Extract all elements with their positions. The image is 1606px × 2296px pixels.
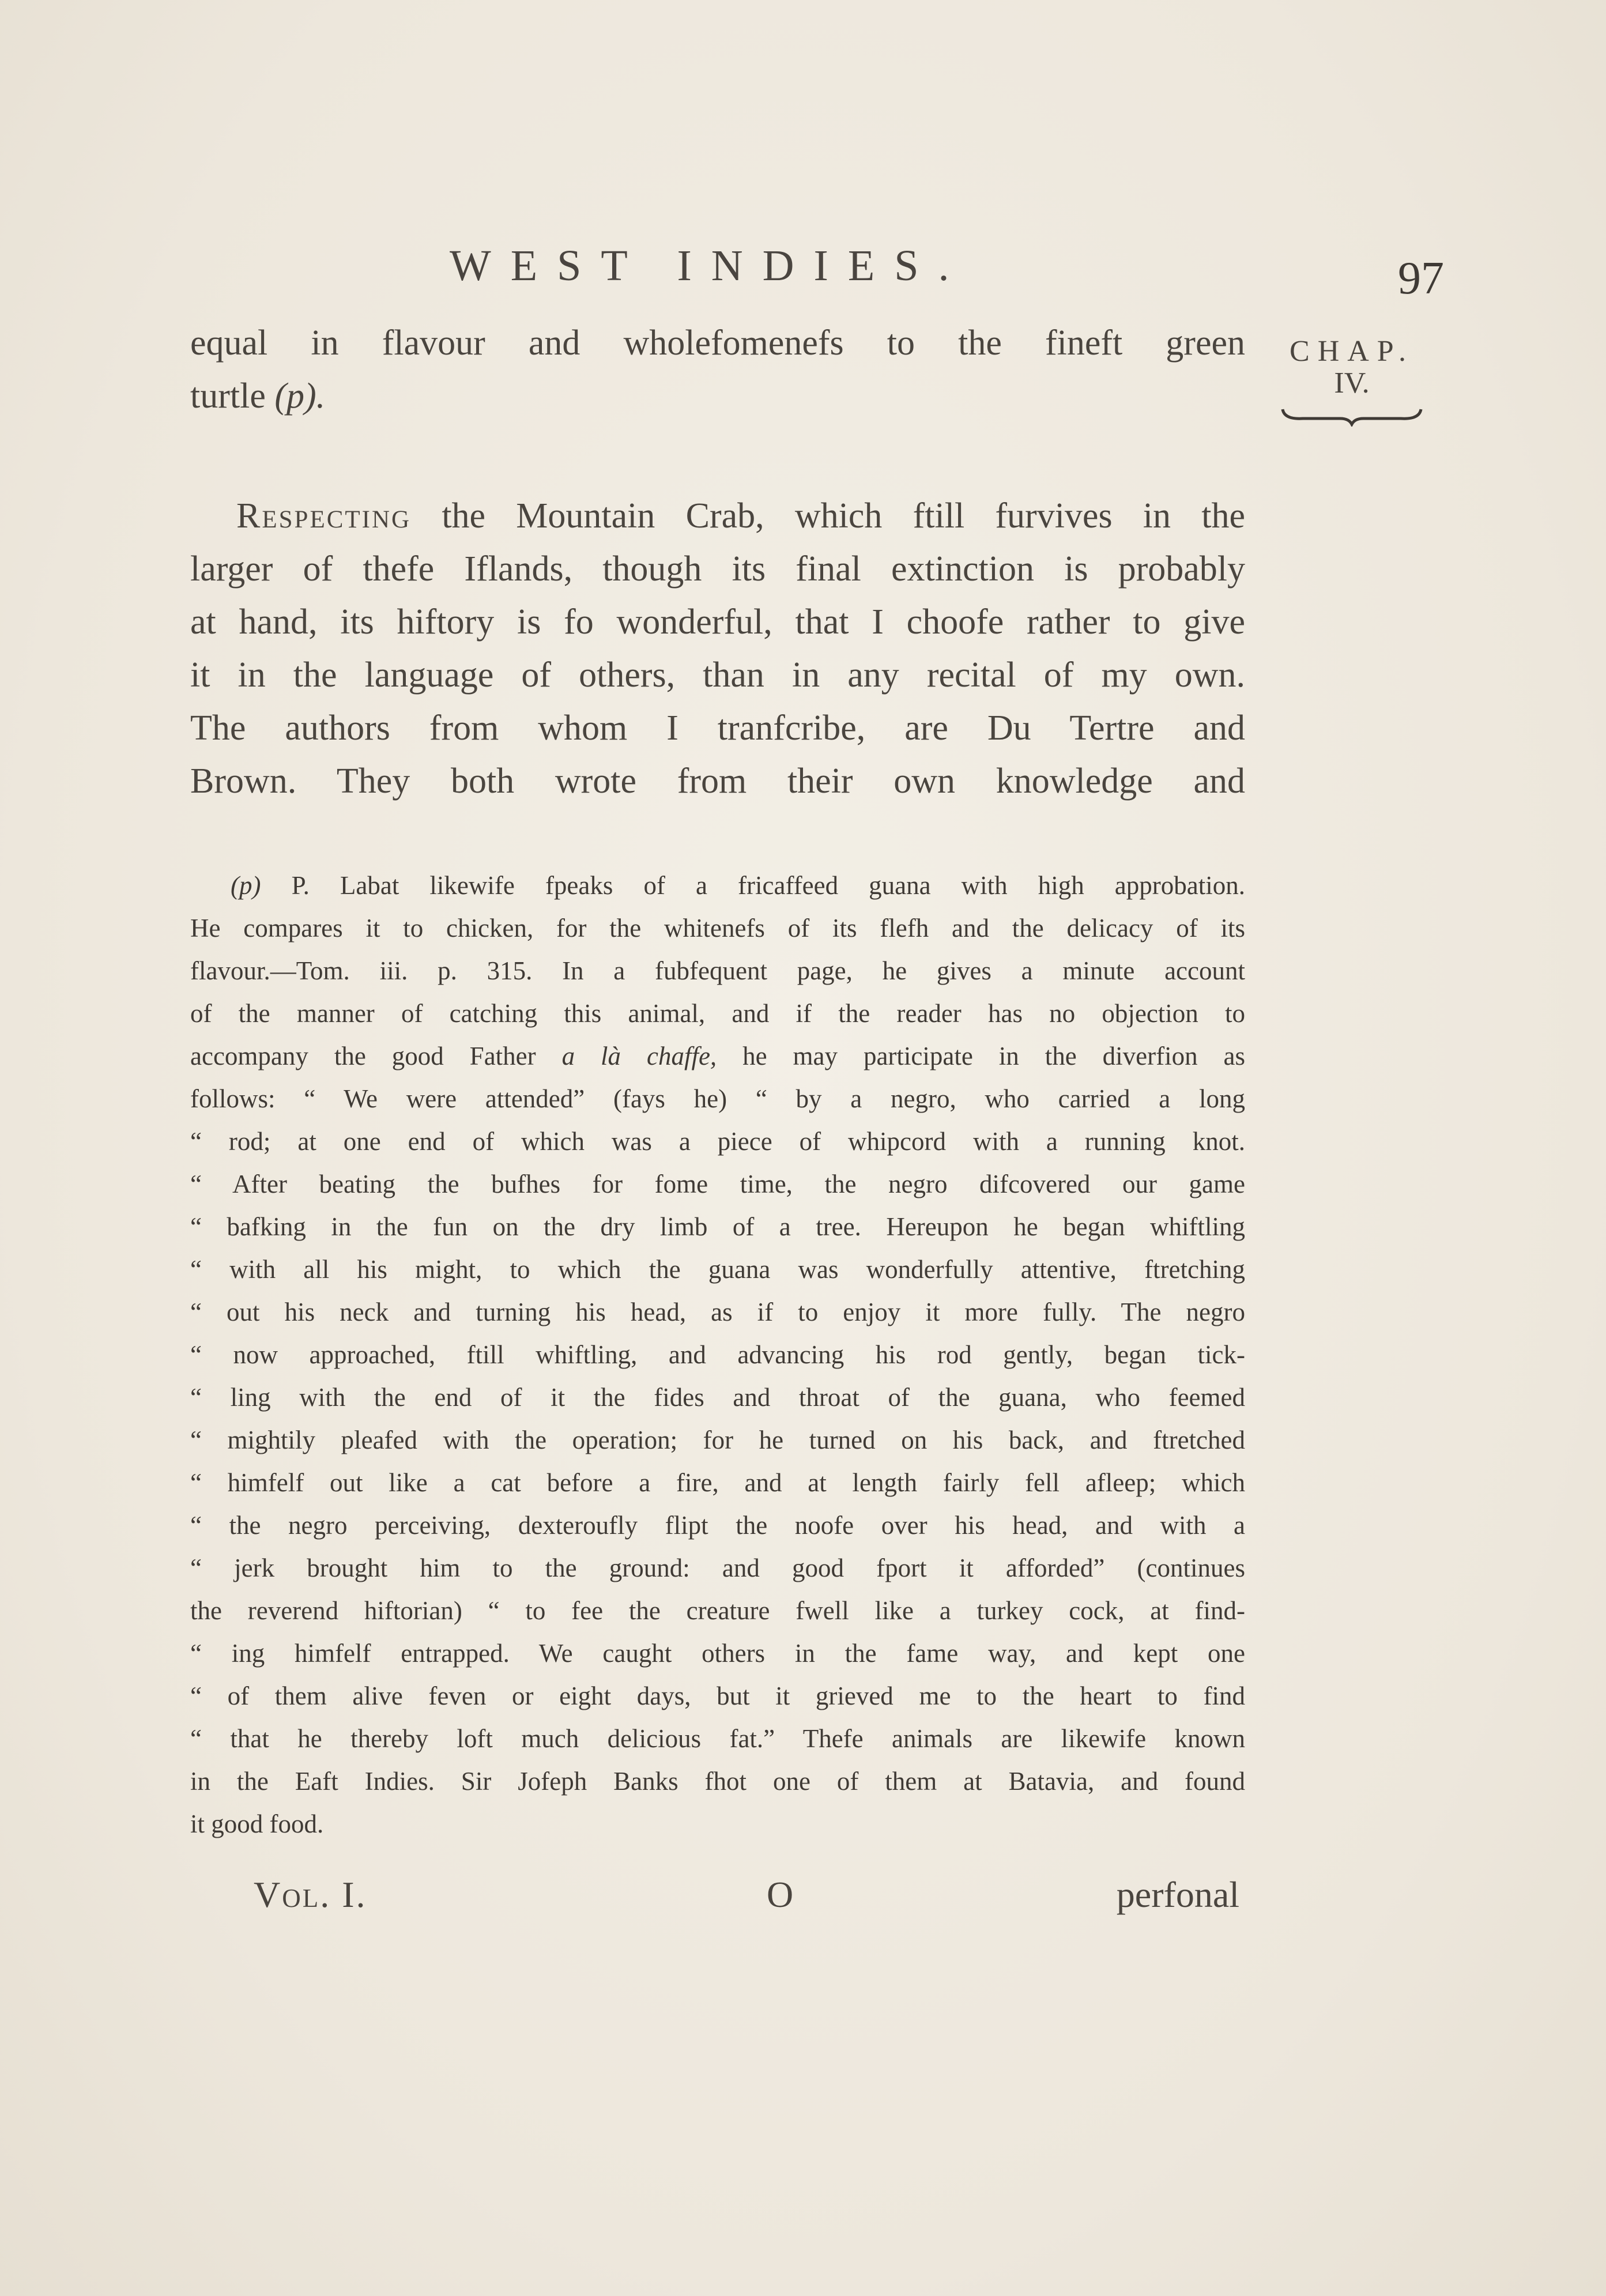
paragraph-1-line-1: equal in flavour and wholefomenefs to the fineft green — [190, 323, 1245, 363]
footnote-line-11: “ out his neck and turning his head, as if to enjoy it more fully. The negro — [190, 1298, 1245, 1326]
footnote-line-5-italic: a là chaffe, — [561, 1042, 717, 1070]
footnote-line-20: “ of them alive feven or eight days, but it grieved me to the heart to find — [190, 1682, 1245, 1710]
footnote-line-9: “ bafking in the fun on the dry limb of a tree. Hereupon he began whiftling — [190, 1212, 1245, 1241]
footnote-line-15: “ himfelf out like a cat before a fire, and at length fairly fell afleep; which — [190, 1468, 1245, 1497]
footnote-line-23: it good food. — [190, 1809, 324, 1838]
paragraph-2-line-2: larger of thefe Iflands, though its final extinction is probably — [190, 549, 1245, 589]
paragraph-1-line-2 — [190, 376, 1245, 417]
page-header — [190, 241, 1444, 304]
paragraph-2-line-1 — [190, 496, 1245, 542]
brace-ornament-icon — [1280, 404, 1424, 427]
footnote-line-5 — [190, 1041, 1245, 1077]
footnote-line-10: “ with all his might, to which the guana was wonderfully attentive, ftretching — [190, 1255, 1245, 1284]
paragraph-2-line-5: The authors from whom I tranfcribe, are Du Tertre and — [190, 708, 1245, 748]
marginal-chap-label: CHAP. — [1290, 335, 1414, 368]
paragraph-2-line-3: at hand, its hiftory is fo wonderful, that I choofe rather to give — [190, 602, 1245, 642]
footnote-line-6: follows: “ We were attended” (fays he) “ by a negro, who carried a long — [190, 1084, 1245, 1113]
footnote-line-13: “ ling with the end of it the fides and throat of the guana, who feemed — [190, 1383, 1245, 1412]
paragraph-2-line-6: Brown. They both wrote from their own knowledge and — [190, 761, 1245, 801]
footnote-line-1-text: P. Labat likewife fpeaks of a fricaffeed guana with high approbation. — [291, 871, 1245, 900]
footnote-line-12: “ now approached, ftill whiftling, and advancing his rod gently, began tick- — [190, 1340, 1245, 1369]
volume-label — [254, 1873, 367, 1916]
catchword: perfonal — [1116, 1874, 1239, 1915]
paragraph-2-line-4: it in the language of others, than in any recital of my own. — [190, 655, 1245, 695]
marginal-chapter-note — [1274, 334, 1430, 434]
paragraph-1-line-2-text: turtle — [190, 376, 266, 416]
footnote-line-8: “ After beating the bufhes for fome time, the negro difcovered our game — [190, 1170, 1245, 1198]
footnote-reference: (p). — [274, 376, 326, 416]
footnote-line-5-pre: accompany the good Father — [190, 1042, 536, 1070]
footnote-line-5-post: he may participate in the diverfion as — [742, 1042, 1245, 1070]
page-footer — [190, 1873, 1245, 1925]
page-number: 97 — [1398, 253, 1444, 304]
footnote-line-14: “ mightily pleafed with the operation; for he turned on his back, and ftretched — [190, 1426, 1245, 1454]
footnote-line-21: “ that he thereby loft much delicious fat.” Thefe animals are likewife known — [190, 1724, 1245, 1753]
footnote-marker: (p) — [231, 871, 261, 900]
footnote-line-1 — [190, 870, 1245, 906]
footnote-line-18: the reverend hiftorian) “ to fee the creature fwell like a turkey cock, at find- — [190, 1596, 1245, 1625]
running-title: WEST INDIES. — [450, 242, 969, 290]
footnote-line-7: “ rod; at one end of which was a piece of whipcord with a running knot. — [190, 1127, 1245, 1156]
footnote-line-22: in the Eaft Indies. Sir Jofeph Banks fhot one of them at Batavia, and found — [190, 1767, 1245, 1796]
footnote-line-4: of the manner of catching this animal, and if the reader has no objection to — [190, 999, 1245, 1028]
paragraph-2-lead: Respecting — [236, 496, 412, 536]
volume-text: Vol. I. — [254, 1874, 367, 1915]
marginal-chap-number: IV. — [1334, 367, 1370, 399]
paragraph-2-line-1-rest: the Mountain Crab, which ftill furvives in the — [442, 496, 1245, 536]
footnote-line-17: “ jerk brought him to the ground: and good fport it afforded” (continues — [190, 1554, 1245, 1582]
footnote-line-16: “ the negro perceiving, dexteroufly flipt the noofe over his head, and with a — [190, 1511, 1245, 1540]
signature-mark: O — [767, 1874, 794, 1915]
footnote-line-3: flavour.—Tom. iii. p. 315. In a fubfequent page, he gives a minute account — [190, 956, 1245, 985]
footnote-line-2: He compares it to chicken, for the whitenefs of its flefh and the delicacy of its — [190, 914, 1245, 942]
footnote-line-19: “ ing himfelf entrapped. We caught others in the fame way, and kept one — [190, 1639, 1245, 1668]
